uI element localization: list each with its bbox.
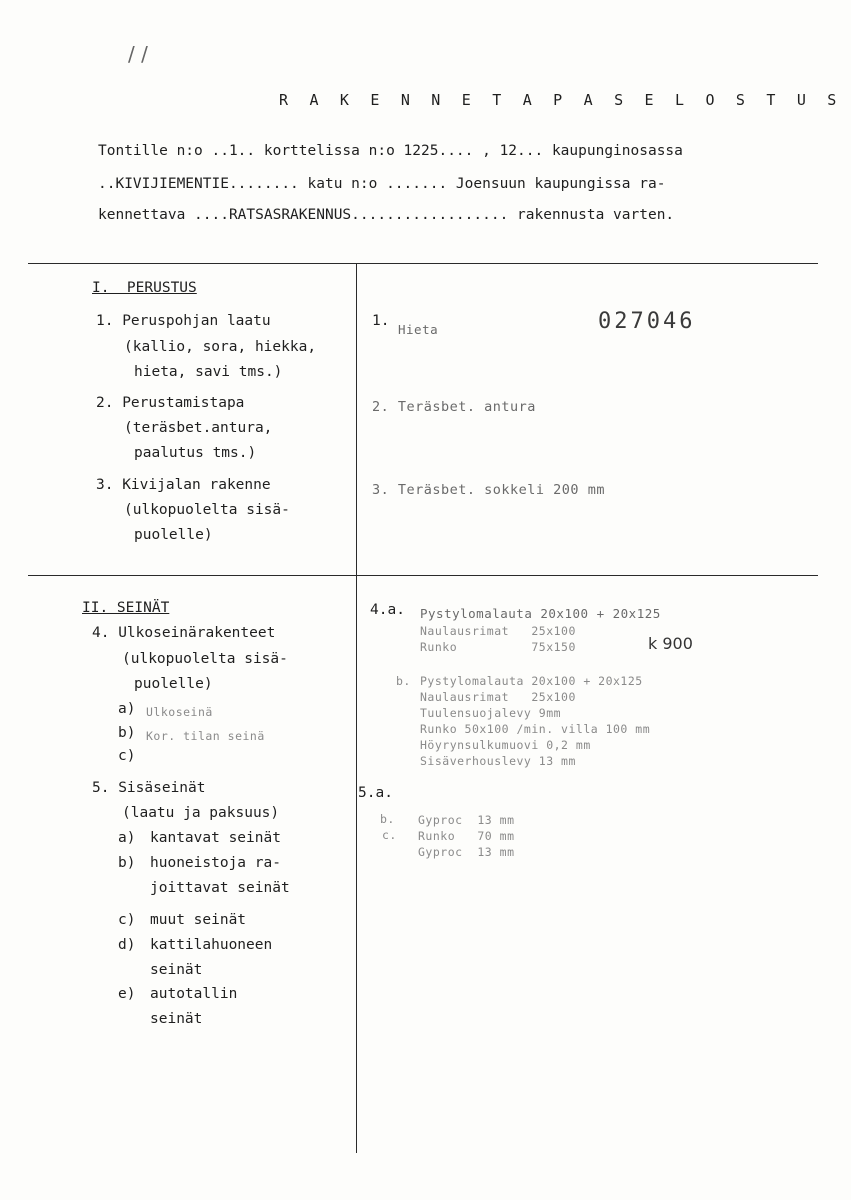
item-4b-letter: b) [118, 725, 136, 741]
answer-5c-letter: c. [382, 828, 397, 842]
answer-4b-label: b. [396, 674, 411, 688]
item-5c-letter: c) [118, 912, 136, 928]
answer-4b-line-2: Naulausrimat 25x100 [420, 690, 576, 704]
item-4-label-line-1: 4. Ulkoseinärakenteet [92, 625, 276, 641]
answer-5b-letter: b. [380, 812, 395, 826]
answer-5c-text-line-2: Gyproc 13 mm [418, 845, 515, 859]
item-2-label-line-2: (teräsbet.antura, [124, 420, 273, 436]
item-1-label-line-2: (kallio, sora, hiekka, [124, 339, 317, 355]
answer-5c-text: Runko 70 mm [418, 829, 515, 843]
answer-4a-line-2: Naulausrimat 25x100 [420, 624, 576, 638]
item-5e-letter: e) [118, 986, 136, 1002]
answer-1-text: Hieta [398, 322, 439, 337]
table-column-divider [356, 263, 357, 1153]
answer-4b-line-3: Tuulensuojalevy 9mm [420, 706, 562, 720]
handwritten-note: k 900 [648, 634, 693, 653]
item-1-label-line-3: hieta, savi tms.) [134, 364, 283, 380]
item-5-label-line-2: (laatu ja paksuus) [122, 805, 280, 821]
item-3-label-line-1: 3. Kivijalan rakenne [96, 477, 271, 493]
item-5d-letter: d) [118, 937, 136, 953]
item-5-label-line-1: 5. Sisäseinät [92, 780, 206, 796]
item-5a-letter: a) [118, 830, 136, 846]
corner-mark: / / [128, 42, 148, 66]
archive-stamp-number: 027046 [598, 309, 696, 334]
header-line-2: ..KIVIJIEMENTIE........ katu n:o ....... Joensuun kaupungissa ra- [98, 176, 666, 192]
answer-3-text: 3. Teräsbet. sokkeli 200 mm [372, 482, 605, 498]
item-4c-letter: c) [118, 748, 136, 764]
section-2-heading: II. SEINÄT [82, 600, 170, 616]
item-5b-letter: b) [118, 855, 136, 871]
header-line-3: kennettava ....RATSASRAKENNUS.................. rakennusta varten. [98, 207, 675, 223]
item-5e-text-line-2: seinät [150, 1011, 203, 1027]
answer-2-text: 2. Teräsbet. antura [372, 399, 536, 415]
section-1-heading: I. PERUSTUS [92, 280, 197, 296]
item-4-label-line-3: puolelle) [134, 676, 213, 692]
answer-4b-line-1: Pystylomalauta 20x100 + 20x125 [420, 674, 643, 688]
answer-4b-line-6: Sisäverhouslevy 13 mm [420, 754, 576, 768]
answer-1-number: 1. [372, 313, 390, 329]
item-4a-text: Ulkoseinä [146, 705, 213, 719]
item-4b-text: Kor. tilan seinä [146, 729, 265, 743]
item-5b-text-line-2: joittavat seinät [150, 880, 290, 896]
answer-5b-text: Gyproc 13 mm [418, 813, 515, 827]
item-5b-text-line-1: huoneistoja ra- [150, 855, 281, 871]
answer-4b-line-4: Runko 50x100 /min. villa 100 mm [420, 722, 651, 736]
item-4-label-line-2: (ulkopuolelta sisä- [122, 651, 288, 667]
item-5c-text: muut seinät [150, 912, 247, 928]
item-2-label-line-1: 2. Perustamistapa [96, 395, 245, 411]
item-4a-letter: a) [118, 701, 136, 717]
item-5d-text-line-2: seinät [150, 962, 203, 978]
item-1-label-line-1: 1. Peruspohjan laatu [96, 313, 271, 329]
answer-4a-line-3: Runko 75x150 [420, 640, 576, 654]
document-title: R A K E N N E T A P A S E L O S T U S [279, 91, 843, 109]
answer-4b-line-5: Höyrynsulkumuovi 0,2 mm [420, 738, 591, 752]
item-2-label-line-3: paalutus tms.) [134, 445, 257, 461]
item-5d-text-line-1: kattilahuoneen [150, 937, 273, 953]
answer-4a-label: 4.a. [370, 602, 405, 618]
section-divider-rule [28, 575, 818, 576]
item-5a-text: kantavat seinät [150, 830, 281, 846]
item-3-label-line-2: (ulkopuolelta sisä- [124, 502, 290, 518]
table-top-rule [28, 263, 818, 264]
header-line-1: Tontille n:o ..1.. korttelissa n:o 1225.... , 12... kaupunginosassa [98, 143, 683, 159]
answer-4a-line-1: Pystylomalauta 20x100 + 20x125 [420, 606, 661, 621]
item-5e-text-line-1: autotallin [150, 986, 238, 1002]
answer-5a-label: 5.a. [358, 785, 393, 801]
item-3-label-line-3: puolelle) [134, 527, 213, 543]
